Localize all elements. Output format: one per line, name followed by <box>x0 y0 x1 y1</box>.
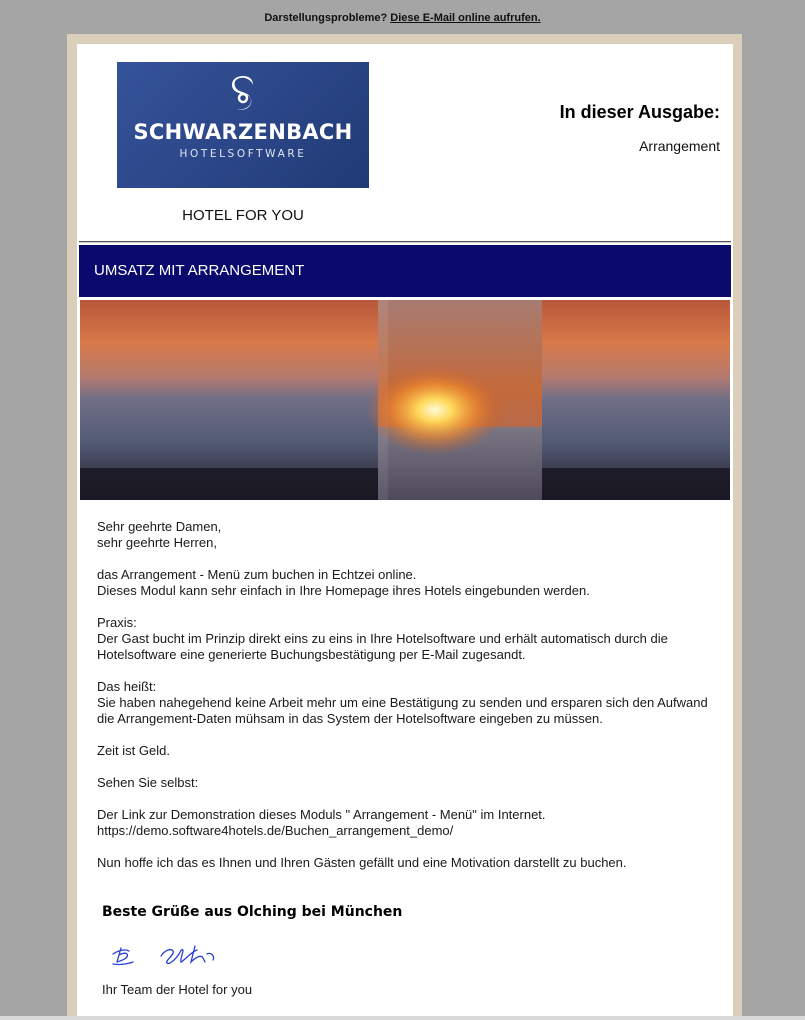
greeting: Beste Grüße aus Olching bei München <box>102 904 403 920</box>
closing-text: Nun hoffe ich das es Ihnen und Ihren Gästen gefällt und eine Motivation darstellt zu buchen. <box>97 855 627 870</box>
online-view-bar <box>0 0 805 34</box>
salutation-line-2: sehr geehrte Herren, <box>97 535 217 550</box>
window-bottom-edge <box>0 1016 805 1020</box>
newsletter-content <box>77 44 733 1020</box>
display-problem-text: Darstellungsprobleme? <box>264 12 388 24</box>
logo-name: SCHWARZENBACH <box>133 120 353 144</box>
section-banner <box>79 245 731 297</box>
salutation-line-1: Sehr geehrte Damen, <box>97 519 222 534</box>
heisst-label: Das heißt: <box>97 679 157 694</box>
logo-swirl-icon <box>223 72 263 116</box>
praxis-label: Praxis: <box>97 615 137 630</box>
section-title: UMSATZ MIT ARRANGEMENT <box>94 262 305 279</box>
issue-item-arrangement[interactable]: Arrangement <box>639 138 720 154</box>
logo-subtitle: HOTELSOFTWARE <box>179 148 307 160</box>
team-signoff: Ihr Team der Hotel for you <box>102 982 253 997</box>
signature-image <box>107 940 237 970</box>
issue-title: In dieser Ausgabe: <box>559 102 720 122</box>
email-body <box>97 519 719 887</box>
link-intro: Der Link zur Demonstration dieses Moduls " Arrangement - Menü" im Internet. <box>97 807 546 822</box>
intro-line-2: Dieses Modul kann sehr einfach in Ihre Homepage ihres Hotels eingebunden werden. <box>97 583 590 598</box>
demo-link[interactable]: https://demo.software4hotels.de/Buchen_arrangement_demo/ <box>97 823 454 838</box>
sehen-text: Sehen Sie selbst: <box>97 775 199 790</box>
tagline: HOTEL FOR YOU <box>182 207 304 224</box>
intro-line-1: das Arrangement - Menü zum buchen in Echtzei online. <box>97 567 417 582</box>
company-logo <box>117 62 369 188</box>
hero-image-candle-sunset <box>80 300 730 500</box>
header-divider <box>79 241 731 243</box>
zeit-text: Zeit ist Geld. <box>97 743 170 758</box>
heisst-text: Sie haben nahegehend keine Arbeit mehr um eine Bestätigung zu senden und ersparen sich den Aufwand die Arrangement-Daten mühsam in das System der Hotelsoftware eingeben zu müssen. <box>97 695 708 726</box>
view-online-link[interactable]: Diese E-Mail online aufrufen. <box>390 12 541 24</box>
praxis-text: Der Gast bucht im Prinzip direkt eins zu eins in Ihre Hotelsoftware und erhält automatisch durch die Hotelsoftware eine generierte Buchungsbestätigung per E-Mail zugesandt. <box>97 631 668 662</box>
